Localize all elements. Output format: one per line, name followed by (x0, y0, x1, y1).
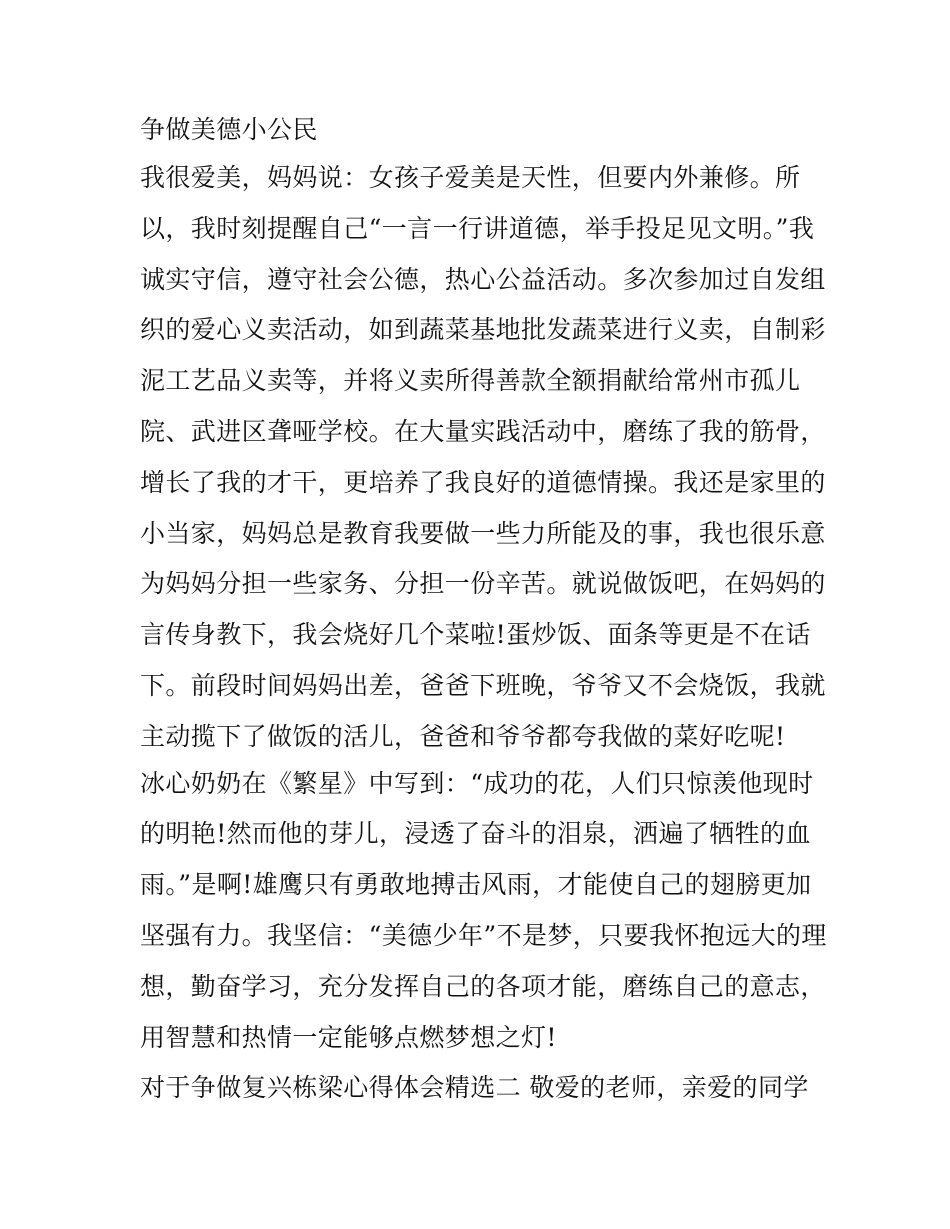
text-line: 想，勤奋学习，充分发挥自己的各项才能，磨练自己的意志， (140, 971, 826, 1001)
text-line: 院、武进区聋哑学校。在大量实践活动中，磨练了我的筋骨， (140, 416, 826, 446)
text-line: 诚实守信，遵守社会公德，热心公益活动。多次参加过自发组 (140, 264, 826, 294)
text-line: 雨。”是啊!雄鹰只有勇敢地搏击风雨，才能使自己的翅膀更加 (140, 870, 812, 900)
text-line: 织的爱心义卖活动，如到蔬菜基地批发蔬菜进行义卖，自制彩 (140, 315, 826, 345)
paragraph-1 (140, 153, 826, 763)
text-line: 小当家，妈妈总是教育我要做一些力所能及的事，我也很乐意 (140, 518, 826, 548)
text-line: 以，我时刻提醒自己“一言一行讲道德，举手投足见文明。”我 (140, 213, 815, 243)
text-line: 下。前段时间妈妈出差，爸爸下班晚，爷爷又不会烧饭，我就 (140, 670, 826, 700)
text-line: 我很爱美，妈妈说：女孩子爱美是天性，但要内外兼修。所 (140, 163, 801, 192)
document-title: 争做美德小公民 (140, 115, 318, 144)
paragraph-3 (140, 1063, 820, 1114)
text-line: 言传身教下，我会烧好几个菜啦!蛋炒饭、面条等更是不在话 (140, 620, 811, 650)
text-line: 坚强有力。我坚信：“美德少年”不是梦，只要我怀抱远大的理 (140, 920, 827, 950)
text-line: 增长了我的才干，更培养了我良好的道德情操。我还是家里的 (140, 467, 826, 497)
text-line: 的明艳!然而他的芽儿，浸透了奋斗的泪泉，洒遍了牺牲的血 (140, 819, 811, 849)
text-line: 对于争做复兴栋梁心得体会精选二 敬爱的老师，亲爱的同学 (140, 1073, 809, 1103)
text-line: 冰心奶奶在《繁星》中写到：“成功的花，人们只惊羡他现时 (140, 768, 814, 798)
text-line: 主动揽下了做饭的活儿，爸爸和爷爷都夸我做的菜好吃呢! (140, 721, 786, 751)
text-line: 为妈妈分担一些家务、分担一份辛苦。就说做饭吧，在妈妈的 (140, 569, 826, 599)
text-line: 用智慧和热情一定能够点燃梦想之灯! (140, 1022, 557, 1052)
text-line: 泥工艺品义卖等，并将义卖所得善款全额捐献给常州市孤儿 (140, 366, 801, 396)
paragraph-2 (140, 759, 827, 1064)
document-page (140, 108, 827, 1114)
